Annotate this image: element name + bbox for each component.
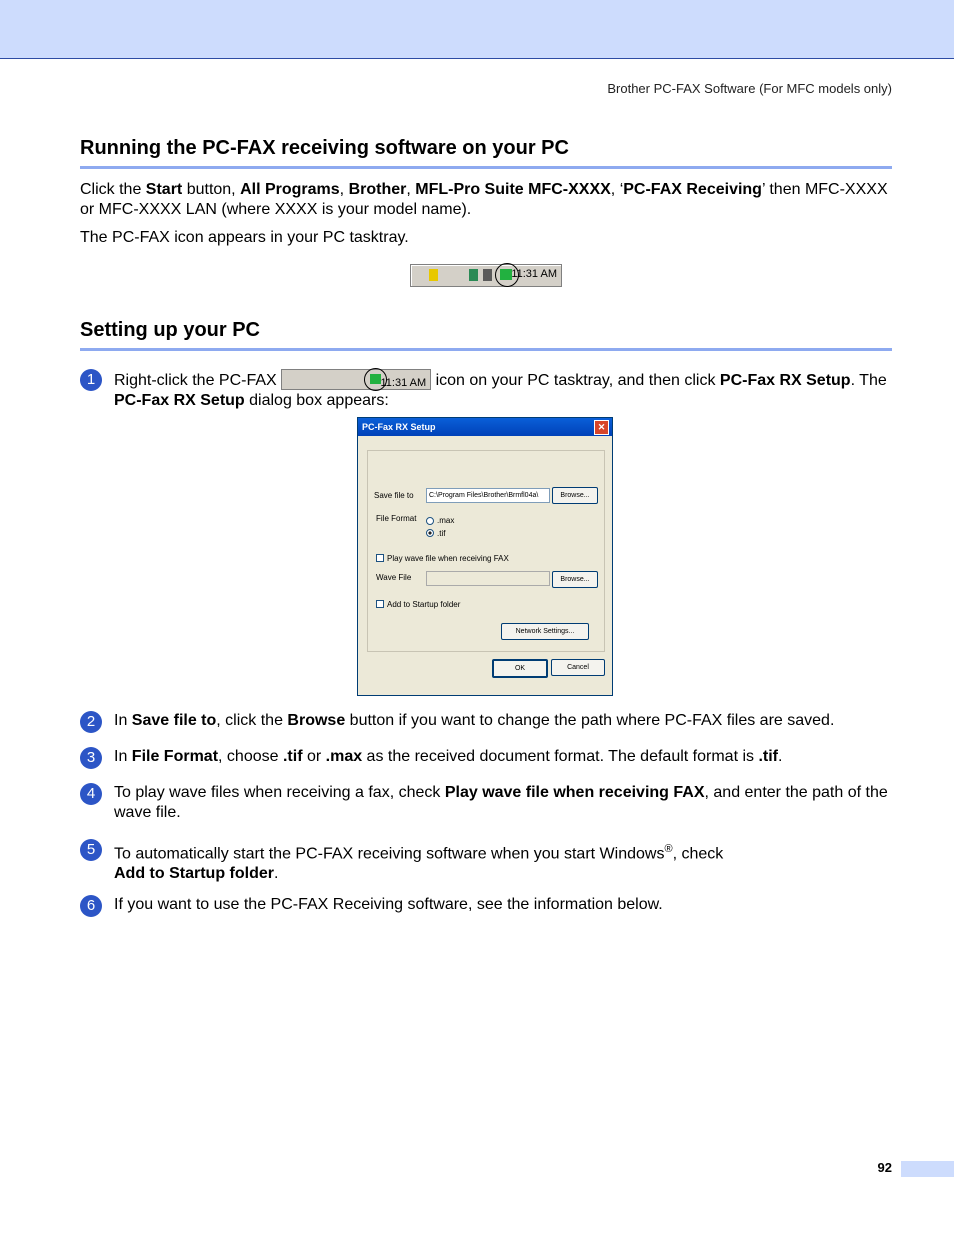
text-run: , click the [216, 712, 288, 729]
text-run: To automatically start the PC-FAX receiving software when you start Windows [114, 845, 665, 863]
save-file-label: Save file to [374, 491, 414, 500]
section-title-setup: Setting up your PC [80, 319, 260, 341]
text-run: as the received document format. The default format is [362, 748, 759, 765]
text-run: . [778, 748, 783, 765]
browse-button[interactable]: Browse... [552, 487, 598, 504]
text-run: , check [672, 845, 724, 863]
bold-term: Add to Startup folder [114, 865, 274, 883]
cancel-button[interactable]: Cancel [551, 659, 605, 676]
step-text [114, 711, 894, 731]
close-icon[interactable]: ✕ [594, 420, 609, 435]
text-run: ® [664, 843, 673, 855]
step-number-badge: 5 [80, 839, 102, 861]
tray-clock: 11:31 AM [511, 268, 557, 280]
ok-button[interactable]: OK [492, 659, 548, 678]
section-rule [80, 348, 892, 351]
startup-checkbox[interactable] [376, 600, 384, 608]
bold-term: PC-Fax RX Setup [719, 372, 851, 389]
header-band [0, 0, 954, 59]
bold-term: .tif [282, 748, 303, 765]
text-run: , choose [218, 748, 283, 765]
radio-tif-label: .tif [437, 529, 446, 538]
text-run: ’ then MFC-XXXX or MFC-XXXX LAN (where XXXX is your model name). [80, 181, 888, 218]
text-run: icon on your PC tasktray, and then click [431, 372, 720, 389]
text-run: , ‘ [610, 181, 624, 198]
radio-max-label: .max [437, 516, 455, 525]
page-number: 92 [877, 1160, 892, 1175]
footer-tab [901, 1161, 954, 1177]
section-title-running: Running the PC-FAX receiving software on your PC [80, 137, 569, 159]
pc-fax-rx-setup-dialog [357, 417, 613, 696]
network-settings-button[interactable]: Network Settings... [501, 623, 589, 640]
tasktray-image [410, 264, 562, 287]
settings-group [367, 450, 605, 652]
save-path-field[interactable]: C:\Program Files\Brother\Brmfl04a\ [426, 488, 550, 503]
step-text [114, 747, 894, 767]
bold-term: .tif [758, 748, 778, 765]
text-run: , [406, 181, 416, 198]
intro-paragraph [80, 180, 892, 220]
bold-term: MFL-Pro Suite MFC-XXXX [415, 181, 611, 198]
text-run: , and enter the path of the wave file. [114, 784, 888, 821]
bold-term: Brother [348, 181, 407, 198]
text-run: . [273, 865, 279, 883]
step-number-badge: 2 [80, 711, 102, 733]
text-run: If you want to use the PC-FAX Receiving software, see the information below. [114, 896, 663, 913]
step-number-badge: 3 [80, 747, 102, 769]
bold-term: PC-Fax RX Setup [114, 392, 245, 409]
bold-term: Save file to [131, 712, 217, 729]
text-run: . The [850, 372, 887, 389]
step-text [114, 895, 894, 915]
bold-term: File Format [131, 748, 219, 765]
running-header: Brother PC-FAX Software (For MFC models only) [607, 81, 892, 96]
dialog-titlebar [358, 418, 612, 436]
step-number-badge: 1 [80, 369, 102, 391]
text-run: To play wave files when receiving a fax, check [114, 784, 445, 801]
text-run: In [114, 748, 132, 765]
file-format-label: File Format [376, 514, 417, 523]
radio-max[interactable] [426, 517, 434, 525]
text-run: dialog box appears: [244, 392, 389, 409]
speaker-icon [429, 269, 438, 281]
inline-tasktray-image [281, 369, 431, 390]
startup-label: Add to Startup folder [387, 600, 461, 609]
bold-term: Start [145, 181, 183, 198]
step-text [114, 839, 894, 884]
radio-tif[interactable] [426, 529, 434, 537]
tray-clock: 11:31 AM [380, 377, 427, 389]
bold-term: PC-FAX Receiving [623, 181, 762, 198]
text-run: , [339, 181, 349, 198]
dialog-title: PC-Fax RX Setup [362, 422, 436, 432]
text-run: or [302, 748, 326, 765]
step-number-badge: 4 [80, 783, 102, 805]
wave-file-label: Wave File [376, 573, 412, 582]
text-run: Right-click the PC-FAX [114, 372, 282, 389]
tray-icon [483, 269, 492, 281]
text-run: button if you want to change the path where PC-FAX files are saved. [345, 712, 835, 729]
text-run: button, [182, 181, 241, 198]
step-text [114, 369, 894, 411]
play-wave-checkbox[interactable] [376, 554, 384, 562]
step-number-badge: 6 [80, 895, 102, 917]
bold-term: .max [325, 748, 363, 765]
network-icon [469, 269, 478, 281]
wave-file-field[interactable] [426, 571, 550, 586]
section-rule [80, 166, 892, 169]
text-run: In [114, 712, 132, 729]
wave-browse-button[interactable]: Browse... [552, 571, 598, 588]
step-text [114, 783, 894, 823]
bold-term: Play wave file when receiving FAX [444, 784, 705, 801]
tasktray-note: The PC-FAX icon appears in your PC tasktray. [80, 229, 409, 246]
bold-term: All Programs [240, 181, 340, 198]
bold-term: Browse [287, 712, 346, 729]
play-wave-label: Play wave file when receiving FAX [387, 554, 509, 563]
text-run: Click the [80, 181, 146, 198]
